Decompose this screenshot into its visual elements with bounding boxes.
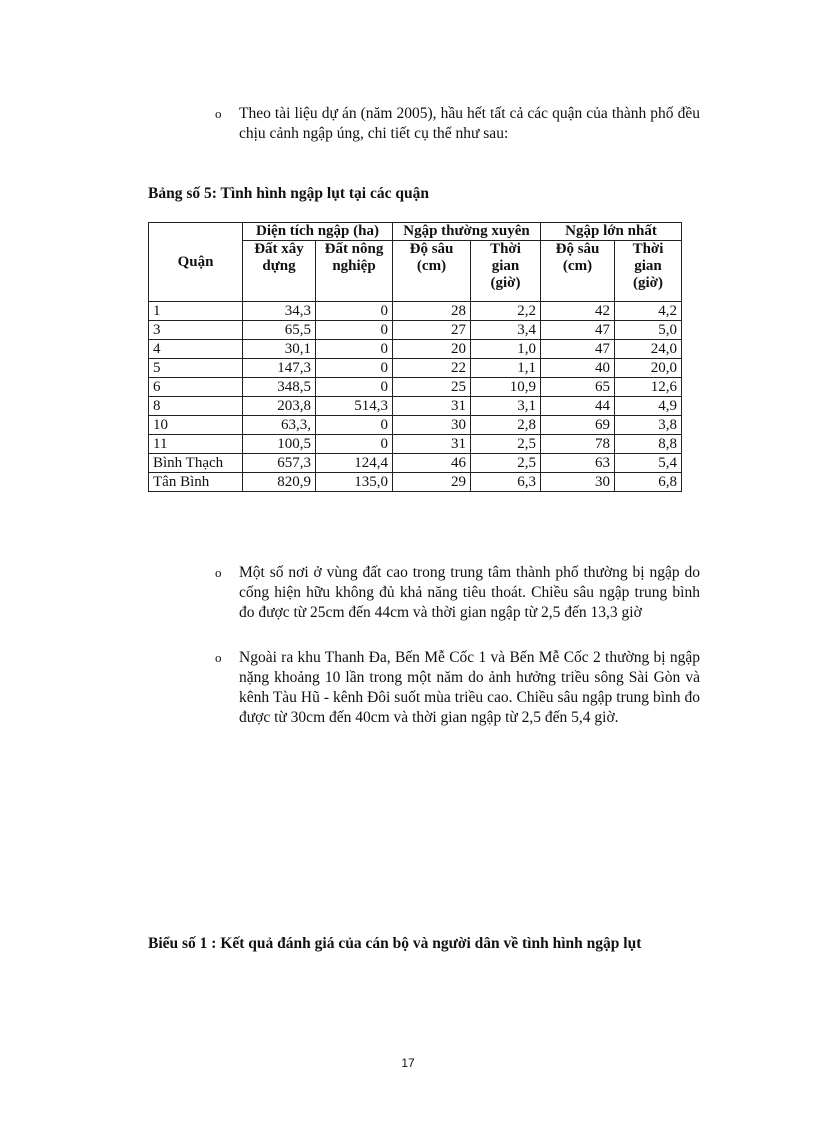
header-agricultural-land: Đất nông nghiệp <box>316 241 393 302</box>
cell: 0 <box>316 378 393 397</box>
cell: 22 <box>393 359 471 378</box>
header-max: Ngập lớn nhất <box>541 223 682 241</box>
cell: 4,2 <box>615 302 682 321</box>
cell: 4,9 <box>615 397 682 416</box>
cell: 65 <box>541 378 615 397</box>
cell: 4 <box>149 340 243 359</box>
cell: 203,8 <box>243 397 316 416</box>
cell: 100,5 <box>243 435 316 454</box>
page-number: 17 <box>401 1056 415 1070</box>
cell: 0 <box>316 340 393 359</box>
header-regular: Ngập thường xuyên <box>393 223 541 241</box>
cell: 2,8 <box>471 416 541 435</box>
cell: 348,5 <box>243 378 316 397</box>
cell: 30 <box>541 473 615 492</box>
cell: 147,3 <box>243 359 316 378</box>
cell: 2,2 <box>471 302 541 321</box>
cell: 5,4 <box>615 454 682 473</box>
table-row <box>149 321 682 340</box>
cell: 2,5 <box>471 454 541 473</box>
table-row <box>149 302 682 321</box>
table-row <box>149 473 682 492</box>
header-area: Diện tích ngập (ha) <box>243 223 393 241</box>
cell: Tân Bình <box>149 473 243 492</box>
table-body <box>149 302 682 492</box>
cell: 78 <box>541 435 615 454</box>
bullet-thanh-da <box>215 648 700 728</box>
cell: 6,8 <box>615 473 682 492</box>
cell: 46 <box>393 454 471 473</box>
cell: 6 <box>149 378 243 397</box>
cell: 40 <box>541 359 615 378</box>
cell: 28 <box>393 302 471 321</box>
cell: 3,8 <box>615 416 682 435</box>
cell: 5,0 <box>615 321 682 340</box>
cell: 10,9 <box>471 378 541 397</box>
chart-caption: Biểu số 1 : Kết quả đánh giá của cán bộ và người dân về tình hình ngập lụt <box>148 935 642 952</box>
cell: 25 <box>393 378 471 397</box>
table-row <box>149 397 682 416</box>
cell: 1,0 <box>471 340 541 359</box>
header-district: Quận <box>149 223 243 302</box>
cell: 65,5 <box>243 321 316 340</box>
cell: 20,0 <box>615 359 682 378</box>
bullet-mark: o <box>215 650 222 665</box>
table-row <box>149 454 682 473</box>
cell: 24,0 <box>615 340 682 359</box>
cell: 69 <box>541 416 615 435</box>
cell: 0 <box>316 435 393 454</box>
table-row <box>149 435 682 454</box>
cell: 6,3 <box>471 473 541 492</box>
cell: 0 <box>316 359 393 378</box>
header-max-depth: Độ sâu (cm) <box>541 241 615 302</box>
cell: 47 <box>541 340 615 359</box>
cell: 27 <box>393 321 471 340</box>
cell: 29 <box>393 473 471 492</box>
bullet-mark: o <box>215 565 222 580</box>
bullet-mark: o <box>215 106 222 121</box>
cell: 3,4 <box>471 321 541 340</box>
cell: 12,6 <box>615 378 682 397</box>
cell: 5 <box>149 359 243 378</box>
bullet-intro <box>215 104 700 144</box>
cell: 0 <box>316 321 393 340</box>
cell: 3,1 <box>471 397 541 416</box>
cell: 8 <box>149 397 243 416</box>
cell: Bình Thạch <box>149 454 243 473</box>
header-regular-time: Thời gian (giờ) <box>471 241 541 302</box>
cell: 44 <box>541 397 615 416</box>
bullet-high-ground <box>215 563 700 623</box>
cell: 0 <box>316 302 393 321</box>
cell: 124,4 <box>316 454 393 473</box>
header-max-time: Thời gian (giờ) <box>615 241 682 302</box>
table-row <box>149 359 682 378</box>
header-construction-land: Đất xây dựng <box>243 241 316 302</box>
cell: 30 <box>393 416 471 435</box>
bullet-text: Theo tài liệu dự án (năm 2005), hầu hết tất cả các quận của thành phố đều chịu cảnh ngập úng, chi tiết cụ thể như sau: <box>239 105 700 142</box>
cell: 63 <box>541 454 615 473</box>
bullet-text: Ngoài ra khu Thanh Đa, Bến Mễ Cốc 1 và Bến Mễ Cốc 2 thường bị ngập nặng khoảng 10 lần trong một năm do ảnh hưởng triều sông Sài Gòn và kênh Tàu Hũ - kênh Đôi suốt mùa triều cao. Chiều sâu ngập trung bình đo được từ 30cm đến 40cm và thời gian ngập từ 2,5 đến 5,4 giờ. <box>239 649 700 726</box>
flood-table <box>148 222 682 492</box>
cell: 1,1 <box>471 359 541 378</box>
cell: 42 <box>541 302 615 321</box>
cell: 31 <box>393 397 471 416</box>
cell: 8,8 <box>615 435 682 454</box>
bullet-text: Một số nơi ở vùng đất cao trong trung tâm thành phố thường bị ngập do cống hiện hữu không đủ khả năng tiêu thoát. Chiều sâu ngập trung bình đo được từ 25cm đến 44cm và thời gian ngập từ 2,5 đến 13,3 giờ <box>239 564 700 621</box>
cell: 820,9 <box>243 473 316 492</box>
cell: 3 <box>149 321 243 340</box>
cell: 47 <box>541 321 615 340</box>
cell: 514,3 <box>316 397 393 416</box>
cell: 135,0 <box>316 473 393 492</box>
table-row <box>149 378 682 397</box>
cell: 63,3, <box>243 416 316 435</box>
cell: 10 <box>149 416 243 435</box>
cell: 0 <box>316 416 393 435</box>
cell: 34,3 <box>243 302 316 321</box>
table-row <box>149 340 682 359</box>
table-caption: Bảng số 5: Tình hình ngập lụt tại các quận <box>148 185 429 202</box>
header-regular-depth: Độ sâu (cm) <box>393 241 471 302</box>
cell: 11 <box>149 435 243 454</box>
cell: 1 <box>149 302 243 321</box>
cell: 657,3 <box>243 454 316 473</box>
cell: 30,1 <box>243 340 316 359</box>
cell: 31 <box>393 435 471 454</box>
cell: 20 <box>393 340 471 359</box>
cell: 2,5 <box>471 435 541 454</box>
table-row <box>149 416 682 435</box>
